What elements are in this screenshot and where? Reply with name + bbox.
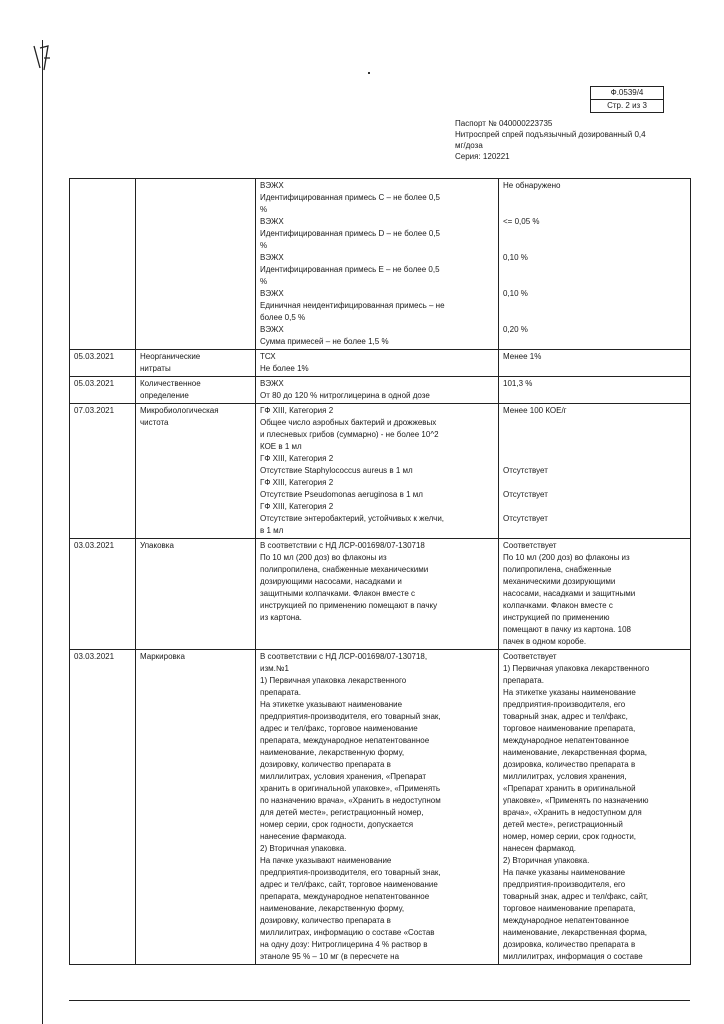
result-cell-line: торговое наименование препарата, (503, 724, 636, 733)
result-cell-line: товарный знак, адрес и тел/факс, (503, 712, 628, 721)
specification-cell-line: изм.№1 (260, 664, 289, 673)
result-cell-line: <= 0,05 % (503, 217, 540, 226)
result-cell (499, 539, 691, 650)
test-name-cell-line: Упаковка (140, 541, 174, 550)
result-cell-line (503, 276, 686, 288)
result-cell-line: Отсутствует (503, 466, 548, 475)
specification-cell-line: Идентифицированная примесь С – не более 0,5 (260, 193, 440, 202)
specification-cell-line: и плесневых грибов (суммарно) - не более 10^2 (260, 430, 439, 439)
test-name-cell-line: Количественное (140, 379, 201, 388)
test-name-cell (136, 539, 256, 650)
specification-cell-line: наименование, лекарственную форму, (260, 748, 405, 757)
specification-cell-line: дозировку, количество препарата в (260, 916, 391, 925)
result-cell-line (503, 240, 686, 252)
result-cell-line: международное непатентованное (503, 916, 629, 925)
result-cell-line (503, 501, 686, 513)
series-number: Серия: 120221 (455, 152, 510, 161)
result-cell-line (503, 441, 686, 453)
specification-cell (256, 650, 499, 965)
result-cell-line (503, 228, 686, 240)
result-cell-line: На пачке указаны наименование (503, 868, 626, 877)
page-indicator: Стр. 2 из 3 (591, 99, 663, 112)
specification-cell (256, 350, 499, 377)
specification-cell-line: наименование, лекарственную форму, (260, 904, 405, 913)
specification-cell (256, 179, 499, 350)
specification-cell-line: По 10 мл (200 доз) во флаконы из (260, 553, 387, 562)
result-cell-line: препарата. (503, 676, 544, 685)
specification-cell-line: Единичная неидентифицированная примесь – не (260, 301, 445, 310)
specification-cell-line: ГФ XIII, Категория 2 (260, 478, 334, 487)
specification-cell-line: % (260, 241, 268, 250)
specification-cell-line: Идентифицированная примесь D – не более 0,5 (260, 229, 440, 238)
result-cell-line: Не обнаружено (503, 181, 561, 190)
specification-cell-line: для детей месте», регистрационный номер, (260, 808, 424, 817)
test-name-cell-line: Микробиологическая (140, 406, 219, 415)
result-cell-line: Отсутствует (503, 490, 548, 499)
specification-cell-line: дозировку, количество препарата в (260, 760, 391, 769)
specification-cell-line: КОЕ в 1 мл (260, 442, 302, 451)
specification-cell-line: защитными колпачками. Флакон вместе с (260, 589, 416, 598)
specification-cell-line: Сумма примесей – не более 1,5 % (260, 337, 389, 346)
specification-cell-line: ВЭЖХ (260, 217, 284, 226)
result-cell (499, 377, 691, 404)
specification-cell-line: Не более 1% (260, 364, 309, 373)
specification-cell-line: ГФ XIII, Категория 2 (260, 454, 334, 463)
result-cell-line (503, 453, 686, 465)
test-name-cell (136, 350, 256, 377)
specification-cell-line: более 0,5 % (260, 313, 306, 322)
result-cell-line (503, 300, 686, 312)
result-cell-line: товарный знак, адрес и тел/факс, сайт, (503, 892, 648, 901)
date-cell: 03.03.2021 (70, 650, 136, 965)
specification-cell-line: миллилитрах, условия хранения, «Препарат (260, 772, 427, 781)
result-cell-line: 0,10 % (503, 289, 528, 298)
result-cell-line: насосами, насадками и защитными (503, 589, 636, 598)
result-cell-line (503, 264, 686, 276)
date-cell: 07.03.2021 (70, 404, 136, 539)
handwritten-page-number (30, 42, 70, 72)
specification-cell-line: из картона. (260, 613, 302, 622)
test-name-cell (136, 404, 256, 539)
specification-cell-line: От 80 до 120 % нитроглицерина в одной дозе (260, 391, 430, 400)
specification-cell-line: предприятия-производителя, его товарный знак, (260, 868, 441, 877)
result-cell-line (503, 336, 686, 348)
specification-cell-line: ВЭЖХ (260, 181, 284, 190)
specification-cell-line: по назначению врача», «Хранить в недоступном (260, 796, 441, 805)
specification-cell-line: На этикетке указывают наименование (260, 700, 403, 709)
specification-cell-line: препарата, международное непатентованное (260, 736, 430, 745)
specification-cell-line: адрес и тел/факс, торговое наименование (260, 724, 418, 733)
result-cell-line: наименование, лекарственная форма, (503, 928, 647, 937)
form-code: Ф.0539/4 (610, 88, 644, 97)
result-cell-line: международное непатентованное (503, 736, 629, 745)
table-row (70, 404, 691, 539)
stray-mark (368, 72, 370, 74)
result-cell-line (503, 525, 686, 537)
result-cell-line: детей месте», регистрационный (503, 820, 623, 829)
result-cell-line (503, 312, 686, 324)
specification-cell-line: В соответствии с НД ЛСР-001698/07-130718 (260, 541, 425, 550)
test-name-cell-line: нитраты (140, 364, 171, 373)
specification-cell-line: На пачке указывают наименование (260, 856, 392, 865)
result-cell-line: Соответствует (503, 541, 557, 550)
result-cell (499, 179, 691, 350)
passport-header (455, 118, 675, 162)
result-cell-line: механическими дозирующими (503, 577, 616, 586)
specification-cell (256, 404, 499, 539)
result-cell-line: номер, номер серии, срок годности, (503, 832, 637, 841)
form-code-box (590, 86, 664, 113)
specification-cell-line: ВЭЖХ (260, 253, 284, 262)
specification-cell-line: 1) Первичная упаковка лекарственного (260, 676, 407, 685)
result-cell-line: нанесен фармакод. (503, 844, 577, 853)
result-cell-line: 2) Вторичная упаковка. (503, 856, 590, 865)
specification-cell-line: Общее число аэробных бактерий и дрожжевых (260, 418, 437, 427)
specification-cell-line: В соответствии с НД ЛСР-001698/07-130718, (260, 652, 428, 661)
table-bottom-edge (69, 1000, 690, 1001)
specification-cell (256, 539, 499, 650)
specification-cell-line: ВЭЖХ (260, 379, 284, 388)
product-name-line2: мг/доза (455, 141, 483, 150)
passport-number: Паспорт № 040000223735 (455, 119, 553, 128)
result-cell-line: упаковке», «Применять по назначению (503, 796, 649, 805)
table-row (70, 539, 691, 650)
result-cell-line: «Препарат хранить в оригинальной (503, 784, 636, 793)
specification-cell-line: препарата, международное непатентованное (260, 892, 430, 901)
result-cell-line: пачек в одном коробе. (503, 637, 587, 646)
result-cell-line: 1) Первичная упаковка лекарственного (503, 664, 650, 673)
test-name-cell-line: Маркировка (140, 652, 185, 661)
result-cell-line: Менее 100 КОЕ/г (503, 406, 567, 415)
table-row (70, 350, 691, 377)
result-cell-line: предприятия-производителя, его (503, 700, 626, 709)
table-row (70, 179, 691, 350)
result-cell-line (503, 192, 686, 204)
result-cell-line (503, 477, 686, 489)
test-name-cell-line: определение (140, 391, 189, 400)
specification-cell-line: ВЭЖХ (260, 289, 284, 298)
result-cell-line: дозировка, количество препарата в (503, 940, 636, 949)
result-cell-line (503, 417, 686, 429)
specification-cell-line: % (260, 205, 268, 214)
test-results-table (69, 178, 691, 965)
result-cell-line: миллилитрах, информация о составе (503, 952, 643, 961)
specification-cell-line: 2) Вторичная упаковка. (260, 844, 347, 853)
result-cell (499, 350, 691, 377)
specification-cell-line: ВЭЖХ (260, 325, 284, 334)
specification-cell-line: в 1 мл (260, 526, 284, 535)
result-cell-line: 0,20 % (503, 325, 528, 334)
specification-cell-line: этаноле 95 % – 10 мг (в пересчете на (260, 952, 400, 961)
result-cell-line: 0,10 % (503, 253, 528, 262)
specification-cell (256, 377, 499, 404)
result-cell-line (503, 429, 686, 441)
table-row (70, 650, 691, 965)
date-cell: 03.03.2021 (70, 539, 136, 650)
specification-cell-line: Идентифицированная примесь Е – не более 0,5 (260, 265, 440, 274)
specification-cell-line: Отсутствие энтеробактерий, устойчивых к желчи, (260, 514, 445, 523)
result-cell-line: инструкцией по применению (503, 613, 610, 622)
specification-cell-line: адрес и тел/факс, сайт, торговое наименование (260, 880, 438, 889)
result-cell-line: помещают в пачку из картона. 108 (503, 625, 631, 634)
specification-cell-line: дозирующими насосами, насадками и (260, 577, 402, 586)
test-name-cell (136, 179, 256, 350)
result-cell-line: торговое наименование препарата, (503, 904, 636, 913)
test-name-cell-line: чистота (140, 418, 169, 427)
test-name-cell-line: Неорганические (140, 352, 201, 361)
specification-cell-line: инструкцией по применению помещают в пачку (260, 601, 438, 610)
specification-cell-line: нанесение фармакода. (260, 832, 347, 841)
date-cell (70, 179, 136, 350)
specification-cell-line: предприятия-производителя, его товарный знак, (260, 712, 441, 721)
result-cell-line: миллилитрах, условия хранения, (503, 772, 627, 781)
result-cell-line: полипропилена, снабженные (503, 565, 612, 574)
date-cell: 05.03.2021 (70, 350, 136, 377)
result-cell-line (503, 204, 686, 216)
result-cell-line: наименование, лекарственная форма, (503, 748, 647, 757)
specification-cell-line: полипропилена, снабженные механическими (260, 565, 429, 574)
result-cell-line: Соответствует (503, 652, 557, 661)
test-name-cell (136, 650, 256, 965)
specification-cell-line: ТСХ (260, 352, 276, 361)
specification-cell-line: хранить в оригинальной упаковке», «Применять (260, 784, 440, 793)
result-cell-line: колпачками. Флакон вместе с (503, 601, 613, 610)
specification-cell-line: ГФ XIII, Категория 2 (260, 502, 334, 511)
result-cell-line: Отсутствует (503, 514, 548, 523)
specification-cell-line: Отсутствие Staphylococcus aureus в 1 мл (260, 466, 413, 475)
table-row (70, 377, 691, 404)
result-cell-line: дозировка, количество препарата в (503, 760, 636, 769)
result-cell-line: врача», «Хранить в недоступном для (503, 808, 642, 817)
result-cell (499, 650, 691, 965)
left-margin-line (42, 40, 43, 1024)
result-cell-line: На этикетке указаны наименование (503, 688, 636, 697)
result-cell-line: предприятия-производителя, его (503, 880, 626, 889)
test-name-cell (136, 377, 256, 404)
specification-cell-line: на одну дозу: Нитроглицерина 4 % раствор в (260, 940, 428, 949)
specification-cell-line: Отсутствие Pseudomonas aeruginosa в 1 мл (260, 490, 423, 499)
result-cell-line: По 10 мл (200 доз) во флаконы из (503, 553, 630, 562)
result-cell (499, 404, 691, 539)
specification-cell-line: номер серии, срок годности, допускается (260, 820, 414, 829)
date-cell: 05.03.2021 (70, 377, 136, 404)
result-cell-line: Менее 1% (503, 352, 542, 361)
specification-cell-line: ГФ XIII, Категория 2 (260, 406, 334, 415)
specification-cell-line: препарата. (260, 688, 301, 697)
product-name-line1: Нитроспрей спрей подъязычный дозированный 0,4 (455, 130, 646, 139)
specification-cell-line: % (260, 277, 268, 286)
result-cell-line: 101,3 % (503, 379, 533, 388)
specification-cell-line: миллилитрах, информацию о составе «Состав (260, 928, 435, 937)
